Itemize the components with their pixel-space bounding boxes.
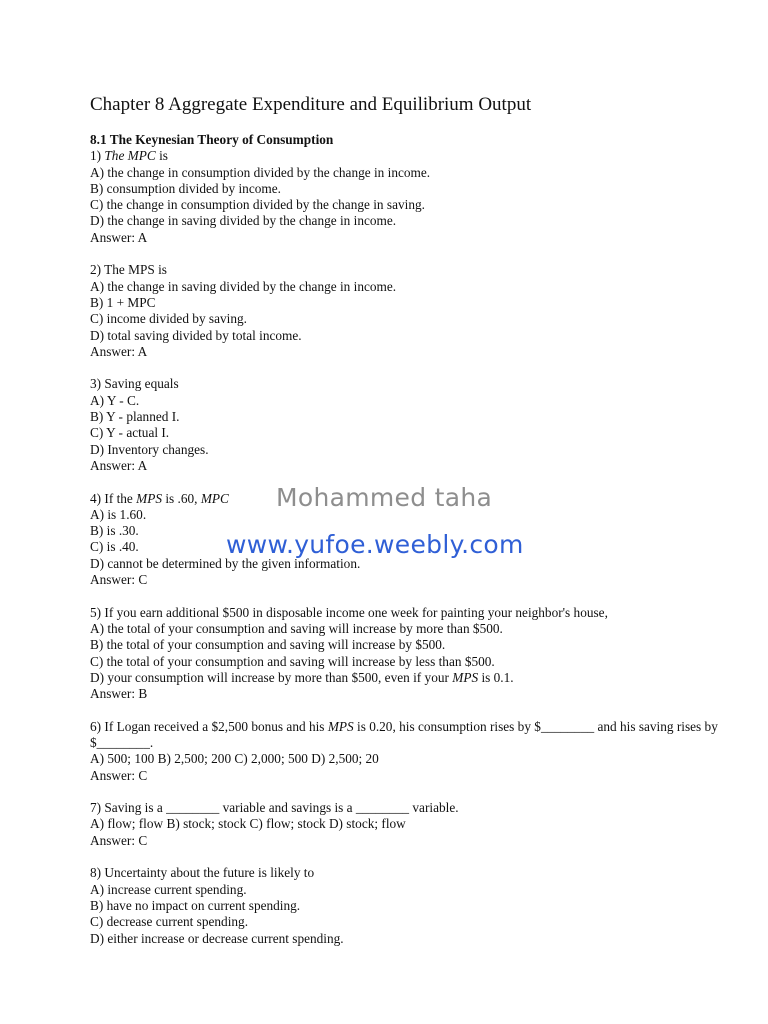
option-b: B) have no impact on current spending. [90, 897, 301, 913]
answer: Answer: A [90, 457, 148, 473]
chapter-title: Chapter 8 Aggregate Expenditure and Equilibrium Output [90, 94, 532, 115]
option-b: B) consumption divided by income. [90, 180, 281, 196]
question-stem: 2) The MPS is [90, 262, 167, 278]
option-c: C) Y - actual I. [90, 425, 170, 441]
question-6 [90, 719, 730, 784]
answer: Answer: A [90, 229, 148, 245]
answer: Answer: C [90, 832, 148, 848]
question-2 [90, 262, 730, 360]
option-a: A) Y - C. [90, 392, 140, 408]
section-title: 8.1 The Keynesian Theory of Consumption [90, 132, 334, 147]
question-1 [90, 148, 730, 246]
question-stem: 4) If the MPS is .60, MPC [90, 490, 229, 506]
option-c: C) decrease current spending. [90, 914, 249, 930]
option-d: D) Inventory changes. [90, 441, 209, 457]
option-d: D) cannot be determined by the given information. [90, 555, 361, 571]
answer: Answer: C [90, 572, 148, 588]
option-a: A) the change in saving divided by the change in income. [90, 278, 397, 294]
option-d: D) either increase or decrease current spending. [90, 930, 344, 946]
answer: Answer: A [90, 343, 148, 359]
option-d: D) your consumption will increase by more than $500, even if your MPS is 0.1. [90, 669, 514, 685]
option-a: A) is 1.60. [90, 506, 147, 522]
question-stem: 6) If Logan received a $2,500 bonus and his MPS is 0.20, his consumption rises by $________ and his saving rises by $________. [90, 718, 718, 750]
question-stem: 7) Saving is a ________ variable and savings is a ________ variable. [90, 800, 459, 816]
option-b: B) the total of your consumption and saving will increase by $500. [90, 637, 446, 653]
options-inline: A) 500; 100 B) 2,500; 200 C) 2,000; 500 D) 2,500; 20 [90, 751, 379, 767]
option-c: C) the change in consumption divided by the change in saving. [90, 197, 425, 213]
option-b: B) is .30. [90, 523, 139, 539]
answer: Answer: C [90, 767, 148, 783]
option-a: A) the total of your consumption and saving will increase by more than $500. [90, 620, 503, 636]
question-5 [90, 605, 730, 703]
option-d: D) the change in saving divided by the change in income. [90, 213, 397, 229]
option-a: A) increase current spending. [90, 881, 247, 897]
question-4 [90, 491, 730, 589]
option-d: D) total saving divided by total income. [90, 327, 302, 343]
document-page [90, 92, 730, 963]
watermark-url: www.yufoe.weebly.com [226, 530, 524, 559]
options-inline: A) flow; flow B) stock; stock C) flow; stock D) stock; flow [90, 816, 406, 832]
option-b: B) Y - planned I. [90, 409, 180, 425]
option-b: B) 1 + MPC [90, 294, 156, 310]
question-stem: 8) Uncertainty about the future is likely to [90, 865, 315, 881]
option-c: C) is .40. [90, 539, 139, 555]
answer: Answer: B [90, 686, 148, 702]
question-3 [90, 376, 730, 474]
question-stem: 1) The MPC is [90, 148, 168, 164]
question-stem: 5) If you earn additional $500 in disposable income one week for painting your neighbor's house, [90, 604, 608, 620]
question-8 [90, 865, 730, 946]
watermark-name: Mohammed taha [276, 483, 493, 512]
question-stem: 3) Saving equals [90, 376, 179, 392]
option-c: C) the total of your consumption and saving will increase by less than $500. [90, 653, 495, 669]
option-c: C) income divided by saving. [90, 311, 247, 327]
question-7 [90, 800, 730, 849]
option-a: A) the change in consumption divided by the change in income. [90, 164, 431, 180]
